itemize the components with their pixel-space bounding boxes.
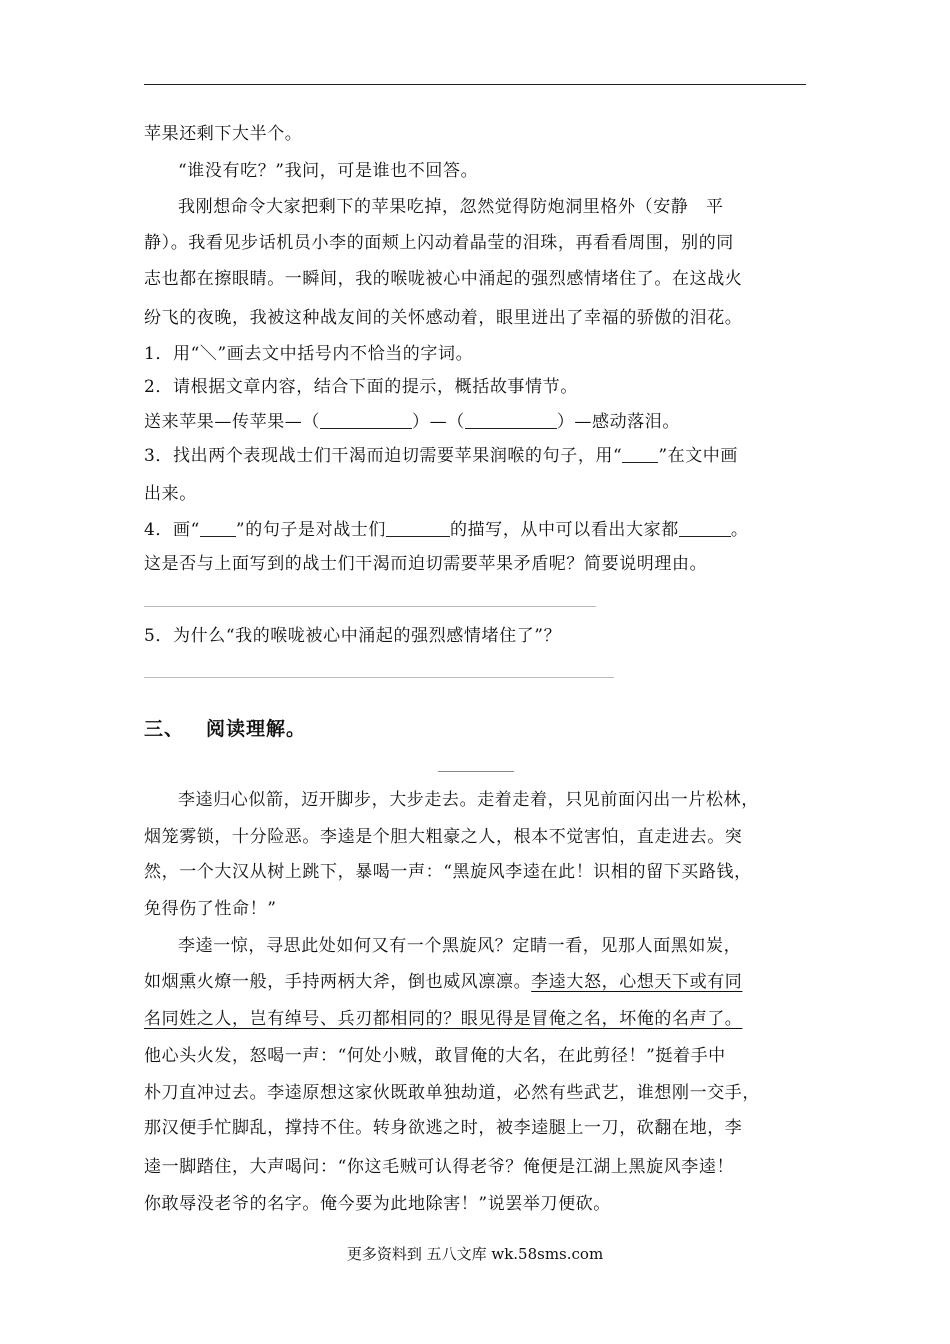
top-rule: [144, 84, 806, 85]
passage2-line: 免得伤了性命！”: [144, 899, 277, 919]
section-title: 阅读理解。: [206, 718, 307, 740]
answer-line[interactable]: [144, 606, 596, 607]
passage2-line: 逵一脚踏住，大声喝问：“你这毛贼可认得老爷？俺便是江湖上黑旋风李逵！: [144, 1157, 735, 1177]
question-4-cont: 这是否与上面写到的战士们干渴而迫切需要苹果矛盾呢？简要说明理由。: [144, 554, 708, 574]
answer-blank[interactable]: [386, 520, 450, 537]
passage1-line: 纷飞的夜晚，我被这种战友间的关怀感动着，眼里迸出了幸福的骄傲的泪花。: [144, 308, 743, 328]
underline-mark: [200, 520, 236, 537]
underlined-sentence: 名同姓之人，岂有绰号、兵刃都相同的？眼见得是冒俺之名，坏俺的名声了。: [144, 1009, 743, 1029]
passage2-line: 朴刀直冲过去。李逵原想这家伙既敢单独劫道，必然有些武艺，谁想刚一交手，: [144, 1083, 760, 1103]
divider: [438, 771, 514, 772]
answer-line[interactable]: [144, 677, 614, 678]
question-4: 4．画“ ”的句子是对战士们 的描写，从中可以看出大家都 。: [144, 520, 749, 540]
underline-mark: [622, 446, 658, 463]
question-3-cont: 出来。: [144, 484, 197, 504]
passage1-line: 我刚想命令大家把剩下的苹果吃掉，忽然觉得防炮洞里格外（安静 平: [178, 197, 724, 217]
passage1-line: 苹果还剩下大半个。: [144, 124, 303, 144]
passage2-line: 烟笼雾锁，十分险恶。李逵是个胆大粗豪之人，根本不觉害怕，直走进去。突: [144, 827, 743, 847]
question-3: 3．找出两个表现战士们干渴而迫切需要苹果润喉的句子，用“ ”在文中画: [144, 446, 739, 466]
passage2-line: 他心头火发，怒喝一声：“何处小贼，敢冒俺的大名，在此剪径！”挺着手中: [144, 1046, 726, 1066]
passage2-line: 李逵一惊，寻思此处如何又有一个黑旋风？定睛一看，见那人面黑如炭，: [178, 936, 742, 956]
section-heading: [144, 716, 306, 742]
question-5: 5．为什么“我的喉咙被心中涌起的强烈感情堵住了”？: [144, 626, 562, 646]
answer-blank[interactable]: [465, 412, 557, 429]
question-2: 2．请根据文章内容，结合下面的提示，概括故事情节。: [144, 377, 578, 397]
passage2-line: 李逵归心似箭，迈开脚步，大步走去。走着走着，只见前面闪出一片松林，: [178, 790, 759, 810]
passage2-line: 那汉便手忙脚乱，撑持不住。转身欲逃之时，被李逵腿上一刀，砍翻在地，李: [144, 1118, 743, 1138]
passage2-line: 如烟熏火燎一般，手持两柄大斧，倒也威风凛凛。李逵大怒，心想天下或有同: [144, 972, 743, 992]
passage2-line: 你敢辱没老爷的名字。俺今要为此地除害！”说罢举刀便砍。: [144, 1194, 611, 1214]
question-2-flow: 送来苹果—传苹果—（ ）—（ ）—感动落泪。: [144, 412, 681, 432]
answer-blank[interactable]: [320, 412, 412, 429]
passage1-line: 静）。我看见步话机员小李的面颊上闪动着晶莹的泪珠，再看看周围，别的同: [144, 233, 734, 253]
footer-text: 更多资料到 五八文库 wk.58sms.com: [346, 1245, 604, 1263]
passage1-line: “谁没有吃？”我问，可是谁也不回答。: [178, 161, 479, 181]
question-1: 1．用“＼”画去文中括号内不恰当的字词。: [144, 344, 474, 364]
passage2-line: 然，一个大汉从树上跳下，暴喝一声：“黑旋风李逵在此！识相的留下买路钱，: [144, 862, 752, 882]
underlined-sentence: 李逵大怒，心想天下或有同: [531, 972, 743, 992]
section-number: 三、: [144, 718, 185, 740]
passage2-line: [144, 1008, 824, 1030]
passage1-line: 志也都在擦眼睛。一瞬间，我的喉咙被心中涌起的强烈感情堵住了。在这战火: [144, 269, 743, 289]
answer-blank[interactable]: [679, 520, 731, 537]
